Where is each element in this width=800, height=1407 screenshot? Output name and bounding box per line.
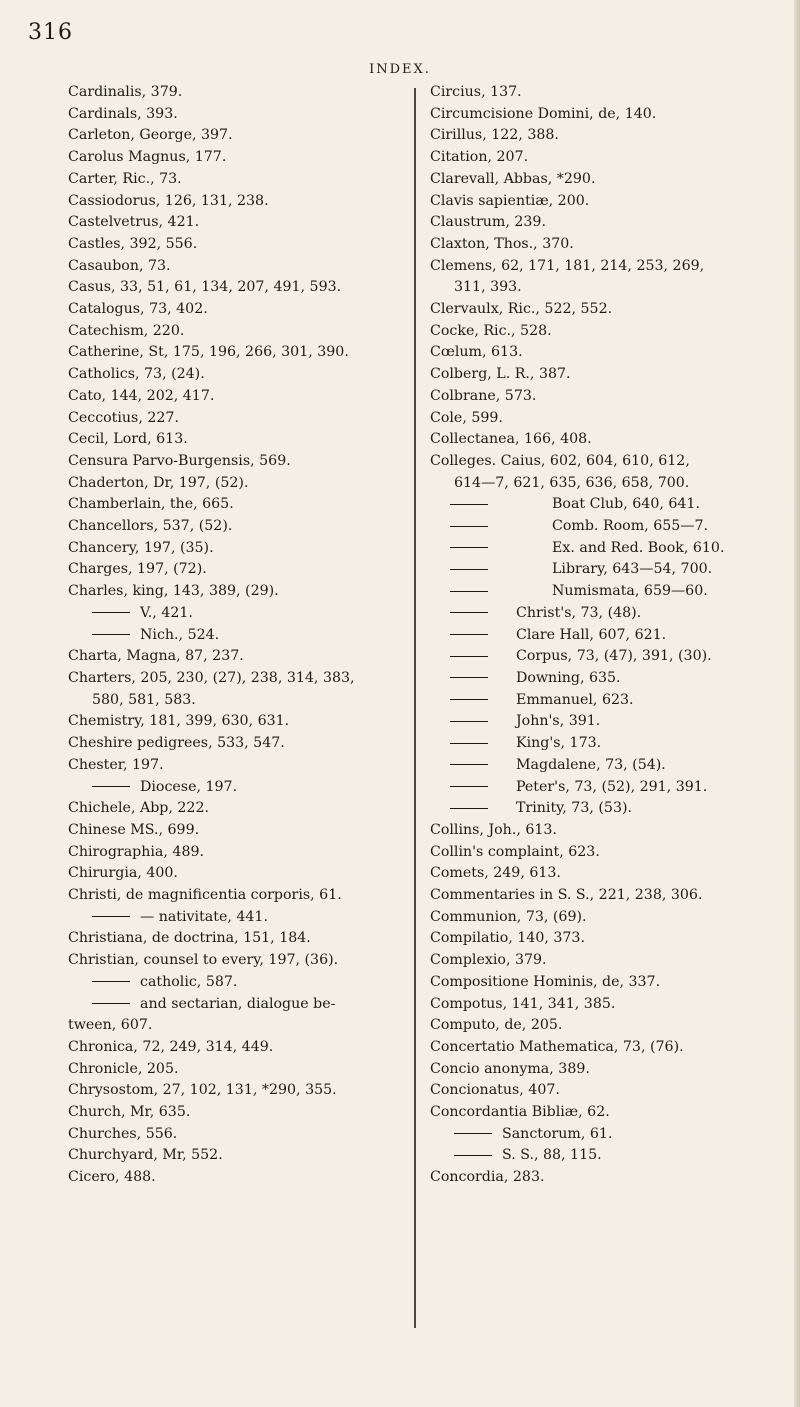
index-entry — [430, 668, 775, 690]
index-entry — [68, 777, 408, 799]
index-entry — [68, 342, 408, 364]
index-entry-text: Concio anonyma, 389. — [430, 1060, 590, 1077]
index-entry-text: Ex. and Red. Book, 610. — [552, 539, 725, 556]
index-entry-text: Chichele, Abp, 222. — [68, 800, 209, 817]
index-entry-text: Library, 643—54, 700. — [552, 561, 713, 578]
ditto-dash — [450, 569, 488, 570]
index-entry-text: Christi, de magnificentia corporis, 61. — [68, 887, 342, 904]
column-divider — [414, 88, 416, 1328]
index-entry — [68, 82, 408, 104]
index-entry-text: catholic, 587. — [140, 973, 238, 990]
index-entry-text: Diocese, 197. — [140, 778, 238, 795]
index-entry-text: Ceccotius, 227. — [68, 409, 179, 426]
index-entry-text: Church, Mr, 635. — [68, 1104, 191, 1121]
index-entry — [430, 928, 775, 950]
index-entry — [68, 473, 408, 495]
index-entry-text: Concordia, 283. — [430, 1169, 545, 1186]
index-column-right — [430, 82, 775, 1189]
ditto-dash — [450, 721, 488, 722]
index-entry-text: Nich., 524. — [140, 626, 220, 643]
ditto-dash — [450, 591, 488, 592]
index-entry — [68, 994, 408, 1016]
index-entry — [430, 125, 775, 147]
index-entry — [68, 972, 408, 994]
index-entry — [68, 581, 408, 603]
index-entry — [430, 1015, 775, 1037]
index-entry-text: — nativitate, 441. — [140, 908, 268, 925]
ditto-dash — [450, 677, 488, 678]
ditto-dash — [450, 526, 488, 527]
index-entry — [430, 147, 775, 169]
index-entry-text: Charges, 197, (72). — [68, 561, 207, 578]
index-entry — [68, 321, 408, 343]
index-entry — [68, 256, 408, 278]
index-entry-text: Trinity, 73, (53). — [516, 800, 633, 817]
index-entry — [430, 1124, 775, 1146]
ditto-dash — [454, 1133, 492, 1134]
index-entry — [68, 1102, 408, 1124]
index-entry-text: Concertatio Mathematica, 73, (76). — [430, 1038, 684, 1055]
index-entry — [430, 885, 775, 907]
ditto-dash — [450, 656, 488, 657]
index-entry-text: Churchyard, Mr, 552. — [68, 1147, 223, 1164]
index-entry-text: Compilatio, 140, 373. — [430, 930, 585, 947]
index-entry-text: Concionatus, 407. — [430, 1082, 560, 1099]
index-entry — [68, 668, 408, 690]
index-entry-text: Carter, Ric., 73. — [68, 170, 182, 187]
index-entry-text: Catholics, 73, (24). — [68, 366, 205, 383]
index-entry — [68, 1037, 408, 1059]
index-entry — [68, 1080, 408, 1102]
ditto-dash — [450, 743, 488, 744]
index-entry-text: Carleton, George, 397. — [68, 127, 233, 144]
index-entry — [68, 755, 408, 777]
index-entry — [430, 972, 775, 994]
index-entry-text: Communion, 73, (69). — [430, 908, 587, 925]
index-entry-text: Chemistry, 181, 399, 630, 631. — [68, 713, 290, 730]
index-entry — [68, 690, 408, 712]
index-entry-text: Comb. Room, 655—7. — [552, 518, 708, 535]
index-entry — [430, 516, 775, 538]
index-entry-text: Clare Hall, 607, 621. — [516, 626, 667, 643]
ditto-dash — [450, 504, 488, 505]
index-entry-text: Claxton, Thos., 370. — [430, 235, 574, 252]
index-entry — [430, 321, 775, 343]
index-entry — [430, 299, 775, 321]
index-entry-text: Chamberlain, the, 665. — [68, 496, 234, 513]
index-entry-text: Castelvetrus, 421. — [68, 214, 200, 231]
ditto-dash — [92, 786, 130, 787]
index-entry — [68, 408, 408, 430]
index-entry-text: Castles, 392, 556. — [68, 235, 198, 252]
index-entry-text: Computo, de, 205. — [430, 1017, 563, 1034]
index-entry — [68, 625, 408, 647]
index-entry-text: Sanctorum, 61. — [502, 1125, 613, 1142]
index-entry — [68, 212, 408, 234]
index-entry-text: Commentaries in S. S., 221, 238, 306. — [430, 887, 703, 904]
index-column-left — [68, 82, 408, 1189]
index-entry — [430, 711, 775, 733]
index-entry-text: Colbrane, 573. — [430, 387, 537, 404]
index-entry-text: Christ's, 73, (48). — [516, 604, 642, 621]
index-entry — [430, 1102, 775, 1124]
index-entry — [68, 646, 408, 668]
index-entry — [430, 364, 775, 386]
index-entry-text: Comets, 249, 613. — [430, 865, 561, 882]
index-entry-text: Chrysostom, 27, 102, 131, *290, 355. — [68, 1082, 337, 1099]
index-entry-text: Clervaulx, Ric., 522, 552. — [430, 301, 613, 318]
index-entry — [68, 299, 408, 321]
index-entry-text: Collin's complaint, 623. — [430, 843, 600, 860]
index-entry — [430, 429, 775, 451]
index-entry — [430, 907, 775, 929]
index-entry-text: 580, 581, 583. — [92, 691, 196, 708]
index-entry — [68, 234, 408, 256]
index-entry — [68, 147, 408, 169]
index-entry-text: Chirurgia, 400. — [68, 865, 178, 882]
index-entry — [68, 907, 408, 929]
index-entry — [430, 1037, 775, 1059]
index-entry — [430, 538, 775, 560]
index-entry-text: V., 421. — [140, 604, 193, 621]
index-entry — [430, 451, 775, 473]
index-entry-text: Cato, 144, 202, 417. — [68, 387, 215, 404]
index-entry-text: Colleges. Caius, 602, 604, 610, 612, — [430, 452, 690, 469]
index-entry — [68, 711, 408, 733]
ditto-dash — [92, 981, 130, 982]
index-entry — [68, 950, 408, 972]
index-entry — [430, 256, 775, 278]
page-number: 316 — [28, 20, 73, 45]
index-entry-text: Cardinals, 393. — [68, 105, 178, 122]
index-entry-text: Casus, 33, 51, 61, 134, 207, 491, 593. — [68, 279, 342, 296]
index-entry — [430, 625, 775, 647]
ditto-dash — [450, 612, 488, 613]
index-entry-text: Emmanuel, 623. — [516, 691, 634, 708]
index-entry-text: Clemens, 62, 171, 181, 214, 253, 269, — [430, 257, 705, 274]
index-entry-text: Numismata, 659—60. — [552, 583, 708, 600]
index-entry-text: Cheshire pedigrees, 533, 547. — [68, 735, 285, 752]
index-entry — [68, 125, 408, 147]
index-entry-text: Cassiodorus, 126, 131, 238. — [68, 192, 269, 209]
index-entry-text: Complexio, 379. — [430, 952, 547, 969]
index-entry — [430, 798, 775, 820]
ditto-dash — [450, 764, 488, 765]
index-entry — [68, 1145, 408, 1167]
index-entry-text: Churches, 556. — [68, 1125, 178, 1142]
index-entry-text: Clavis sapientiæ, 200. — [430, 192, 590, 209]
index-entry-text: Chinese MS., 699. — [68, 821, 200, 838]
index-entry — [68, 559, 408, 581]
index-entry-text: S. S., 88, 115. — [502, 1147, 602, 1164]
index-entry — [430, 559, 775, 581]
index-entry — [430, 277, 775, 299]
index-entry-text: Christiana, de doctrina, 151, 184. — [68, 930, 311, 947]
index-entry — [68, 104, 408, 126]
index-entry — [68, 863, 408, 885]
index-entry-text: Carolus Magnus, 177. — [68, 149, 227, 166]
page-edge — [794, 0, 800, 1407]
index-entry-text: Cicero, 488. — [68, 1169, 156, 1186]
index-entry-text: Chaderton, Dr, 197, (52). — [68, 474, 249, 491]
index-entry-text: John's, 391. — [516, 713, 601, 730]
index-entry-text: Casaubon, 73. — [68, 257, 171, 274]
index-entry — [68, 451, 408, 473]
index-entry-text: Colberg, L. R., 387. — [430, 366, 571, 383]
index-entry — [430, 994, 775, 1016]
ditto-dash — [450, 786, 488, 787]
ditto-dash — [454, 1155, 492, 1156]
index-entry-text: Corpus, 73, (47), 391, (30). — [516, 648, 712, 665]
index-entry-text: Charta, Magna, 87, 237. — [68, 648, 244, 665]
index-entry-text: Concordantia Bibliæ, 62. — [430, 1104, 610, 1121]
index-entry — [68, 1167, 408, 1189]
index-entry-text: Chester, 197. — [68, 756, 164, 773]
index-entry — [430, 212, 775, 234]
index-entry — [430, 1167, 775, 1189]
index-entry-text: King's, 173. — [516, 735, 602, 752]
index-entry-text: Chronica, 72, 249, 314, 449. — [68, 1038, 274, 1055]
index-entry — [430, 1145, 775, 1167]
index-entry-text: Downing, 635. — [516, 669, 621, 686]
index-entry — [430, 950, 775, 972]
index-entry-text: Catherine, St, 175, 196, 266, 301, 390. — [68, 344, 349, 361]
index-entry — [68, 928, 408, 950]
index-entry — [430, 386, 775, 408]
index-entry — [430, 755, 775, 777]
index-entry-text: Cole, 599. — [430, 409, 503, 426]
index-entry-text: Compositione Hominis, de, 337. — [430, 973, 661, 990]
index-entry — [430, 82, 775, 104]
ditto-dash — [92, 916, 130, 917]
index-entry-text: Cecil, Lord, 613. — [68, 431, 188, 448]
index-entry-text: Chancery, 197, (35). — [68, 539, 214, 556]
index-entry-text: Chirographia, 489. — [68, 843, 205, 860]
ditto-dash — [450, 547, 488, 548]
index-entry-text: Charles, king, 143, 389, (29). — [68, 583, 279, 600]
index-entry — [68, 277, 408, 299]
index-entry-text: Charters, 205, 230, (27), 238, 314, 383, — [68, 669, 355, 686]
ditto-dash — [92, 1003, 130, 1004]
index-entry — [68, 1059, 408, 1081]
index-entry — [68, 842, 408, 864]
index-entry — [68, 820, 408, 842]
index-entry-text: Compotus, 141, 341, 385. — [430, 995, 616, 1012]
index-entry-text: Peter's, 73, (52), 291, 391. — [516, 778, 708, 795]
index-entry — [430, 494, 775, 516]
index-entry — [68, 494, 408, 516]
index-entry-text: Cœlum, 613. — [430, 344, 523, 361]
index-entry — [68, 603, 408, 625]
index-entry-text: Cocke, Ric., 528. — [430, 322, 552, 339]
index-entry-text: Collins, Joh., 613. — [430, 821, 557, 838]
index-entry — [68, 798, 408, 820]
index-entry-text: Collectanea, 166, 408. — [430, 431, 592, 448]
index-entry — [430, 863, 775, 885]
index-entry-text: Citation, 207. — [430, 149, 529, 166]
index-entry-text: 614—7, 621, 635, 636, 658, 700. — [454, 474, 690, 491]
ditto-dash — [450, 699, 488, 700]
index-entry-text: Circumcisione Domini, de, 140. — [430, 105, 657, 122]
ditto-dash — [92, 612, 130, 613]
index-entry-text: 311, 393. — [454, 279, 522, 296]
ditto-dash — [450, 634, 488, 635]
index-entry — [68, 364, 408, 386]
index-entry-text: Catalogus, 73, 402. — [68, 301, 208, 318]
index-entry — [430, 603, 775, 625]
index-entry-text: Cardinalis, 379. — [68, 84, 183, 100]
index-entry — [68, 191, 408, 213]
index-entry-text: Boat Club, 640, 641. — [552, 496, 700, 513]
index-entry — [430, 646, 775, 668]
index-entry — [68, 169, 408, 191]
index-entry — [430, 342, 775, 364]
index-entry — [430, 191, 775, 213]
index-entry-text: Claustrum, 239. — [430, 214, 546, 231]
index-entry — [430, 842, 775, 864]
index-entry-text: and sectarian, dialogue be- — [140, 995, 336, 1012]
index-entry — [430, 777, 775, 799]
ditto-dash — [450, 808, 488, 809]
index-entry — [68, 538, 408, 560]
index-entry — [430, 733, 775, 755]
ditto-dash — [92, 634, 130, 635]
index-entry — [430, 820, 775, 842]
index-entry-text: Chronicle, 205. — [68, 1060, 179, 1077]
index-entry — [430, 1059, 775, 1081]
index-entry — [68, 885, 408, 907]
index-entry — [430, 581, 775, 603]
index-entry — [68, 1015, 408, 1037]
index-entry — [430, 408, 775, 430]
index-entry-text: Clarevall, Abbas, *290. — [430, 170, 596, 187]
index-entry — [430, 234, 775, 256]
index-entry-text: Censura Parvo-Burgensis, 569. — [68, 452, 291, 469]
index-entry-text: Magdalene, 73, (54). — [516, 756, 666, 773]
index-entry — [430, 104, 775, 126]
index-entry-text: Catechism, 220. — [68, 322, 185, 339]
index-entry — [430, 1080, 775, 1102]
index-entry-text: Christian, counsel to every, 197, (36). — [68, 952, 339, 969]
index-entry — [68, 429, 408, 451]
index-entry-text: Chancellors, 537, (52). — [68, 518, 233, 535]
index-entry-text: tween, 607. — [68, 1017, 153, 1034]
index-entry — [68, 516, 408, 538]
index-entry — [430, 169, 775, 191]
running-title: INDEX. — [369, 62, 431, 77]
index-entry — [68, 1124, 408, 1146]
index-entry — [68, 386, 408, 408]
index-entry — [68, 733, 408, 755]
index-entry-text: Cirillus, 122, 388. — [430, 127, 559, 144]
index-entry — [430, 690, 775, 712]
index-entry-text: Circius, 137. — [430, 84, 522, 100]
index-entry — [430, 473, 775, 495]
